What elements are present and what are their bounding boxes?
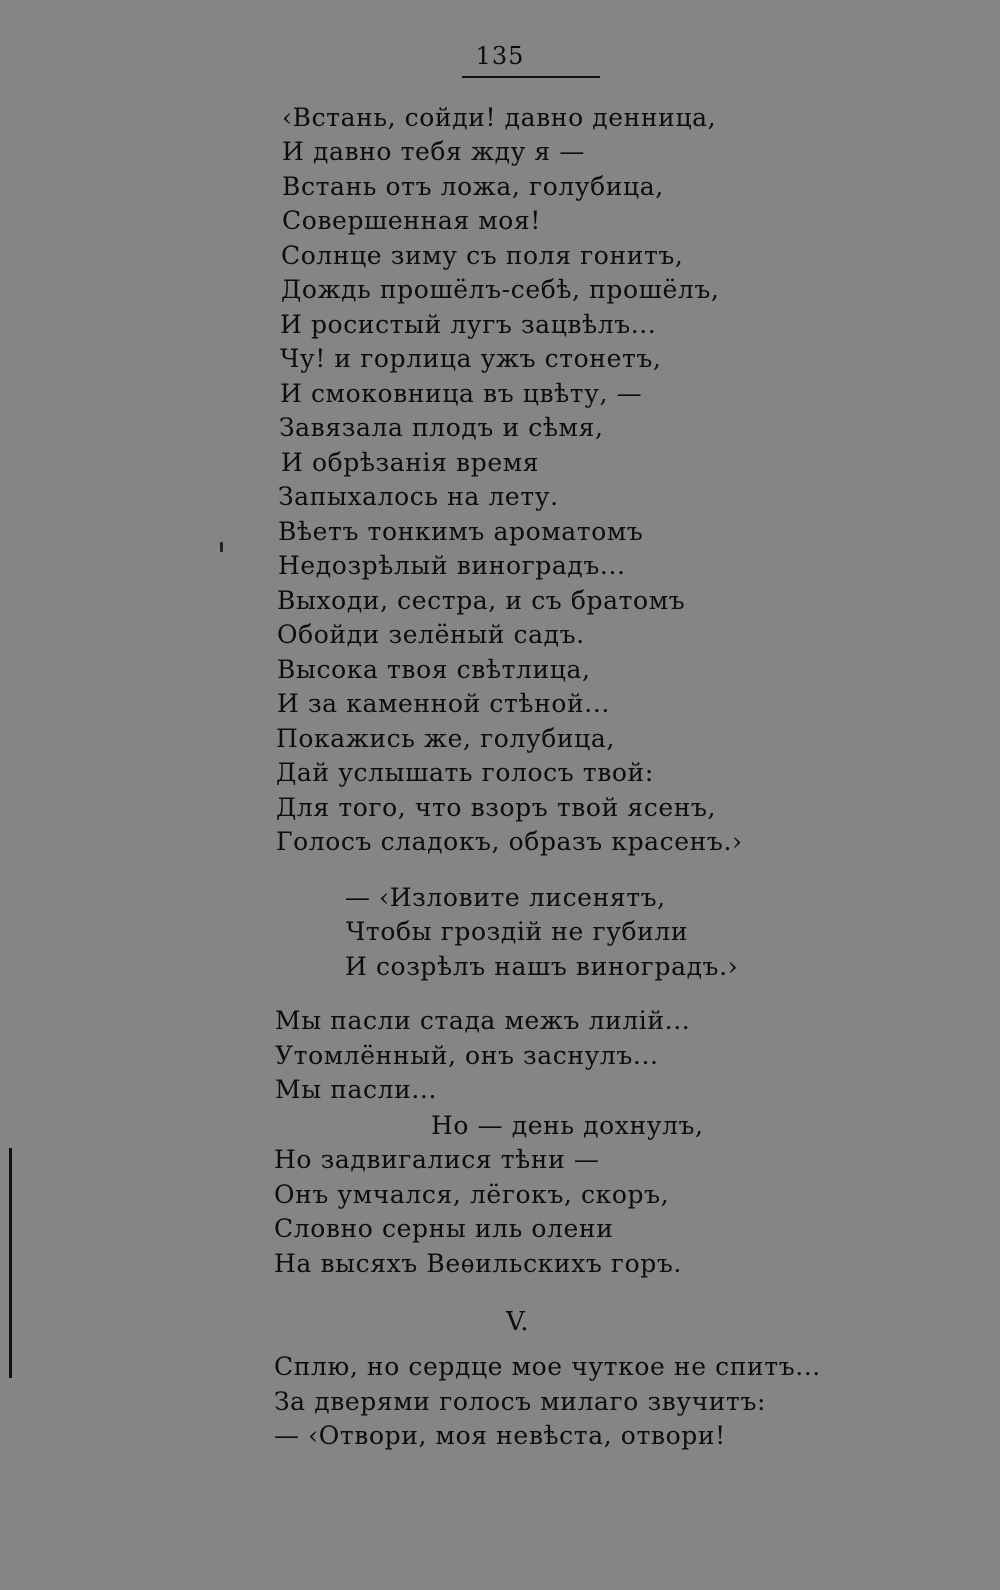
poem-line: И давно тебя жду я — [282, 137, 585, 166]
poem-line: Завязала плодъ и сѣмя, [279, 413, 604, 442]
poem-line: Встань отъ ложа, голубица, [282, 172, 664, 201]
poem-line: Чтобы гроздій не губили [346, 917, 689, 946]
poem-line: И смоковница въ цвѣту, — [280, 379, 643, 408]
section-heading: V. [506, 1307, 529, 1337]
poem-line: Голосъ сладокъ, образъ красенъ.› [276, 827, 743, 856]
poem-line: Словно серны иль олени [274, 1214, 614, 1243]
poem-line: Мы пасли стада межъ лилій... [275, 1006, 691, 1035]
poem-line: На высяхъ Веѳильскихъ горъ. [274, 1249, 682, 1278]
poem-line: Сплю, но сердце мое чуткое не спитъ... [274, 1352, 821, 1381]
poem-line: И росистый лугъ зацвѣлъ... [280, 310, 657, 339]
poem-line: Утомлённый, онъ заснулъ... [275, 1041, 659, 1070]
poem-line: Но задвигалися тѣни — [274, 1145, 600, 1174]
poem-line: — ‹Отвори, моя невѣста, отвори! [274, 1421, 726, 1450]
poem-line: Запыхалось на лету. [278, 482, 559, 511]
page-number: 135 [475, 42, 525, 70]
poem-line: Недозрѣлый виноградъ... [278, 551, 626, 580]
poem-line: Вѣетъ тонкимъ ароматомъ [278, 517, 644, 546]
poem-line: Дождь прошёлъ-себѣ, прошёлъ, [281, 275, 720, 304]
poem-line: Чу! и горлица ужъ стонетъ, [280, 344, 662, 373]
poem-line: И за каменной стѣной... [277, 689, 610, 718]
poem-line: Солнце зиму съ поля гонитъ, [281, 241, 684, 270]
poem-line: Для того, что взоръ твой ясенъ, [276, 793, 717, 822]
poem-line: Покажись же, голубица, [276, 724, 615, 753]
poem-line: Высока твоя свѣтлица, [277, 655, 591, 684]
poem-line: Обойди зелёный садъ. [277, 620, 585, 649]
poem-line: Онъ умчался, лёгокъ, скоръ, [274, 1180, 670, 1209]
poem-line: Дай услышать голосъ твой: [276, 758, 654, 787]
poem-line: И созрѣлъ нашъ виноградъ.› [345, 952, 739, 981]
poem-line: Мы пасли... [275, 1075, 437, 1104]
poem-line: — ‹Изловите лисенятъ, [345, 883, 666, 912]
poem-line: И обрѣзанія время [281, 448, 540, 477]
poem-line: Но — день дохнулъ, [431, 1111, 704, 1140]
poem-line: Совершенная моя! [282, 206, 541, 235]
poem-line: За дверями голосъ милаго звучитъ: [274, 1387, 767, 1416]
poem-line: ‹Встань, сойди! давно денница, [282, 103, 717, 132]
poem-line: Выходи, сестра, и съ братомъ [277, 586, 686, 615]
